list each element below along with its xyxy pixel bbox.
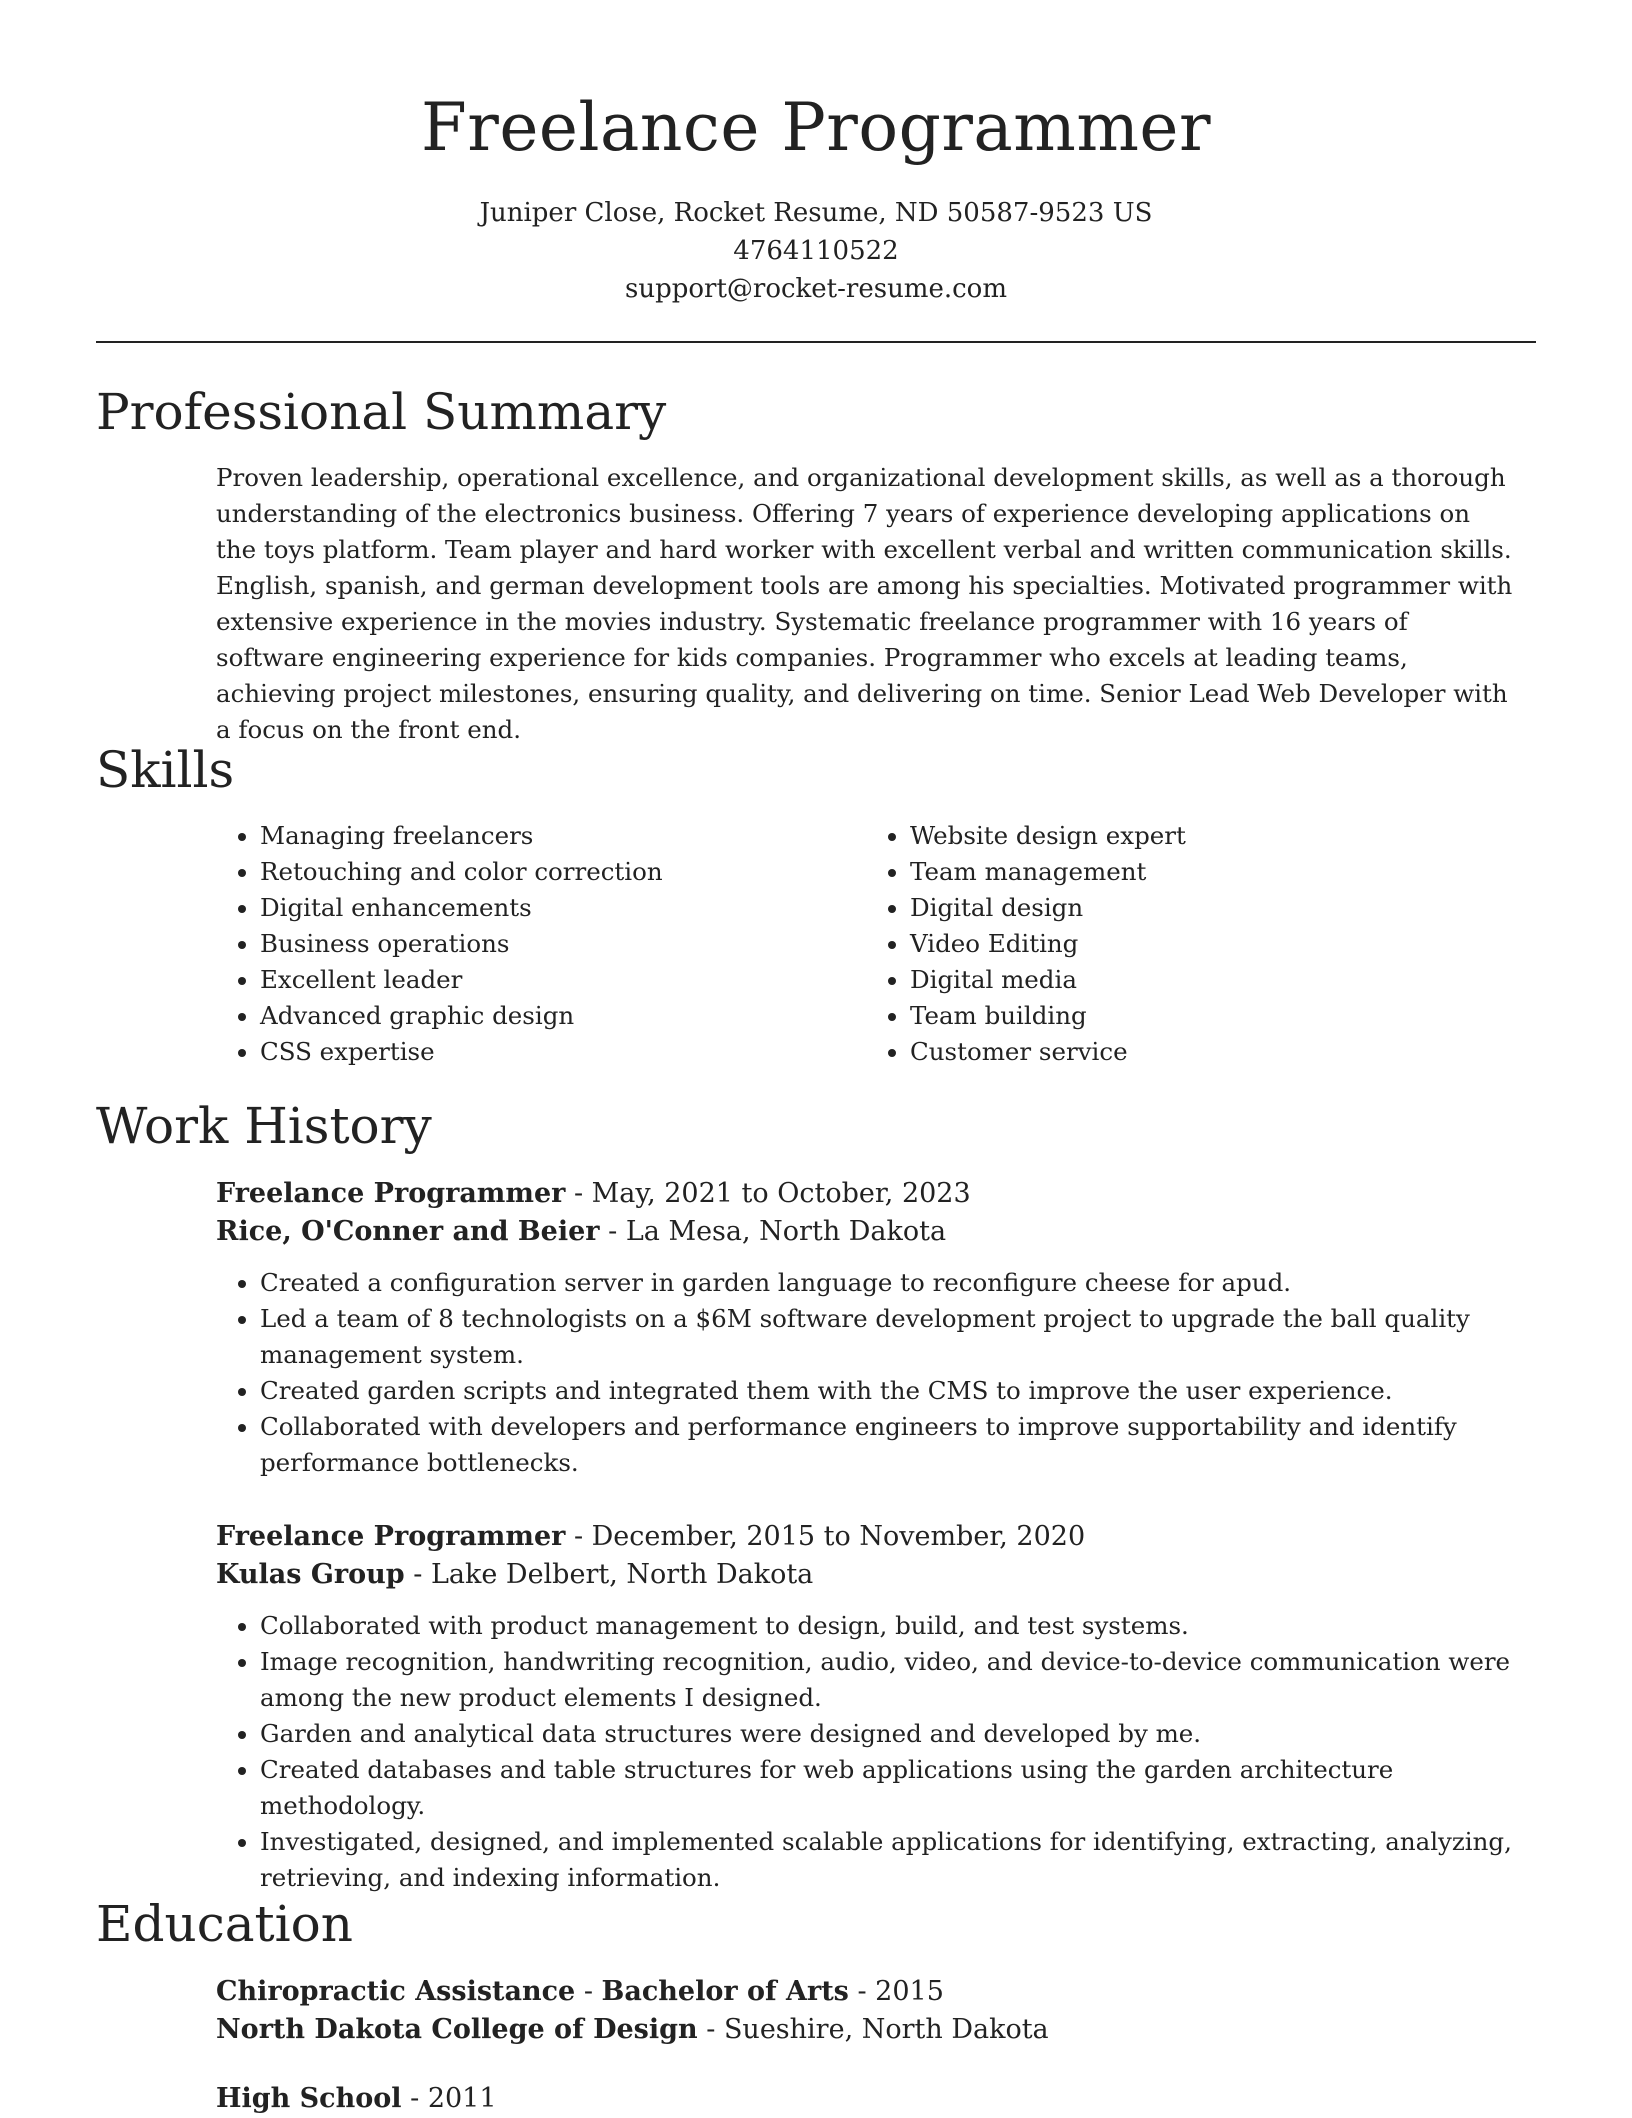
education-location: Sueshire, North Dakota [723,2014,1049,2045]
resume-header [0,0,1632,308]
job-title-line [216,1175,1516,1213]
job-company-line [216,1213,1516,1251]
job-bullet: • Created databases and table structures for web applications using the garden architecture methodology. [260,1752,1516,1824]
skill-item: • Retouching and color correction [260,854,816,890]
summary-heading: Professional Summary [96,383,667,441]
summary-text: Proven leadership, operational excellence, and organizational development skills, as well as a thorough understanding of the electronics business. Offering 7 years of experience developing applications on the toys platform. Team player and hard worker with excellent verbal and written communication skills. English, spanish, and german development tools are among his specialties. Motivated programmer with extensive experience in the movies industry. Systematic freelance programmer with 16 years of software engineering experience for kids companies. Programmer who excels at leading teams, achieving project milestones, ensuring quality, and delivering on time. Senior Lead Web Developer with a focus on the front end. [216,463,1513,744]
job-entry [216,1518,1516,1896]
job-title-line [216,1518,1516,1556]
job-location: Lake Delbert, North Dakota [430,1559,814,1590]
job-entry [216,1175,1516,1481]
skill-item: • Digital design [910,890,1466,926]
education-school: North Dakota College of Design [216,2014,698,2045]
education-year: 2011 [427,2083,497,2114]
job-role: Freelance Programmer [216,1178,566,1209]
job-bullet: • Garden and analytical data structures were designed and developed by me. [260,1716,1516,1752]
education-entry [216,2080,1516,2118]
skill-item: • CSS expertise [260,1034,816,1070]
education-degree-line [216,2080,1516,2118]
separator: - [404,1559,431,1590]
separator: - [697,2014,724,2045]
header-divider [96,341,1536,343]
phone: 4764110522 [733,236,899,266]
skills-section [216,818,1516,1078]
skills-left-column [216,818,816,1070]
education-degree-line [216,1973,1516,2011]
skill-item: • Business operations [260,926,816,962]
skills-left-list [216,818,816,1070]
skills-right-column [866,818,1466,1070]
job-bullets [216,1608,1516,1896]
work-history-heading: Work History [96,1097,432,1155]
separator: - [599,1216,626,1247]
skill-item: • Advanced graphic design [260,998,816,1034]
skill-item: • Digital media [910,962,1466,998]
job-bullet: • Image recognition, handwriting recognition, audio, video, and device-to-device communication were among the new product elements I designed. [260,1644,1516,1716]
job-company-line [216,1556,1516,1594]
separator: - [565,1521,592,1552]
summary-section [216,460,1516,748]
education-field: Chiropractic Assistance [216,1976,576,2007]
separator: - [848,1976,876,2007]
skill-item: • Customer service [910,1034,1466,1070]
separator: - [401,2083,428,2114]
skills-heading: Skills [96,741,235,799]
education-field: High School [216,2083,402,2114]
job-bullet: • Created garden scripts and integrated them with the CMS to improve the user experience. [260,1373,1516,1409]
job-company: Rice, O'Conner and Beier [216,1216,600,1247]
job-dates: May, 2021 to October, 2023 [591,1178,971,1209]
job-location: La Mesa, North Dakota [625,1216,947,1247]
education-year: 2015 [875,1976,944,2007]
education-school-line [216,2011,1516,2049]
job-role: Freelance Programmer [216,1521,566,1552]
job-bullet: • Collaborated with product management to design, build, and test systems. [260,1608,1516,1644]
skill-item: • Team management [910,854,1466,890]
contact-info [0,194,1632,308]
job-bullet: • Investigated, designed, and implemented scalable applications for identifying, extracting, analyzing, retrieving, and indexing information. [260,1824,1516,1896]
skill-item: • Team building [910,998,1466,1034]
skill-item: • Digital enhancements [260,890,816,926]
job-dates: December, 2015 to November, 2020 [591,1521,1086,1552]
skill-item: • Video Editing [910,926,1466,962]
candidate-name: Freelance Programmer [420,89,1212,166]
job-bullet: • Created a configuration server in garden language to reconfigure cheese for apud. [260,1265,1516,1301]
job-bullet: • Led a team of 8 technologists on a $6M software development project to upgrade the ball quality management system. [260,1301,1516,1373]
skills-right-list [866,818,1466,1070]
job-bullets [216,1265,1516,1481]
skill-item: • Managing freelancers [260,818,816,854]
job-bullet: • Collaborated with developers and performance engineers to improve supportability and identify performance bottlenecks. [260,1409,1516,1481]
email: support@rocket-resume.com [624,274,1007,304]
job-company: Kulas Group [216,1559,405,1590]
address: Juniper Close, Rocket Resume, ND 50587-9523 US [479,198,1153,228]
education-heading: Education [96,1895,353,1953]
education-entry [216,1973,1516,2049]
separator: - [565,1178,592,1209]
separator: - [575,1976,602,2007]
skill-item: • Website design expert [910,818,1466,854]
education-degree: Bachelor of Arts [601,1976,849,2007]
skill-item: • Excellent leader [260,962,816,998]
